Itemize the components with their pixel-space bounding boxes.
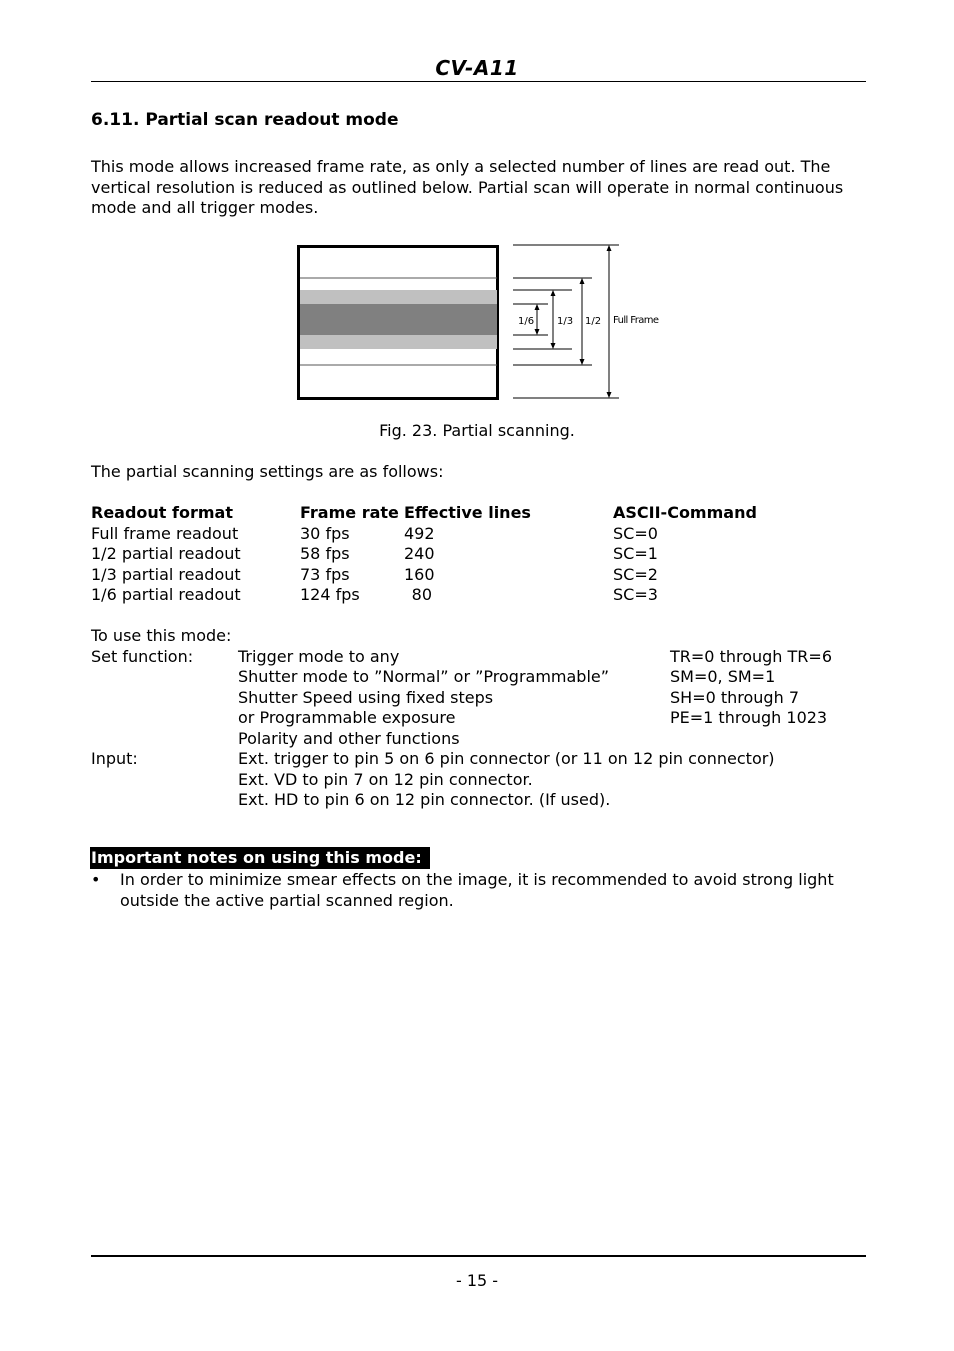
intro-paragraph xyxy=(91,157,861,219)
table-cell: Full frame readout xyxy=(91,523,239,543)
table-cell: 1/6 partial readout xyxy=(91,585,241,604)
input-text: Ext. trigger to pin 5 on 6 pin connector (or 11 on 12 pin connector) xyxy=(238,749,775,768)
table-cell: SC=2 xyxy=(613,564,658,584)
intro-line: mode and all trigger modes. xyxy=(91,198,319,217)
table-cell: 1/2 partial readout xyxy=(91,544,241,563)
label-full-frame: Full Frame xyxy=(613,315,659,326)
important-notes-heading: Important notes on using this mode: xyxy=(90,847,430,869)
table-cell: 73 fps xyxy=(300,564,350,584)
intro-line: This mode allows increased frame rate, as only a selected number of lines are read out. The xyxy=(91,157,831,176)
table-cell: 30 fps xyxy=(300,523,350,543)
sixth-region-band xyxy=(300,304,497,335)
table-cell: 1/3 partial readout xyxy=(91,564,241,584)
set-function-command: SM=0, SM=1 xyxy=(670,667,776,686)
table-cell: SC=3 xyxy=(613,585,658,604)
table-header-readout-format: Readout format xyxy=(91,503,233,522)
partial-scan-figure xyxy=(290,238,670,408)
table-cell: 80 xyxy=(411,585,432,604)
set-function-text: Shutter Speed using fixed steps xyxy=(238,687,494,707)
figure-caption: Fig. 23. Partial scanning. xyxy=(379,421,575,440)
set-function-command: TR=0 through TR=6 xyxy=(670,646,832,666)
section-title: 6.11. Partial scan readout mode xyxy=(91,110,399,130)
note-line: In order to minimize smear effects on the image, it is recommended to avoid strong light xyxy=(120,870,834,889)
table-header-ascii-command: ASCII-Command xyxy=(613,503,757,522)
readout-table xyxy=(91,503,861,607)
page-number: - 15 - xyxy=(455,1271,499,1290)
table-cell: 492 xyxy=(404,523,435,543)
set-function-text: or Programmable exposure xyxy=(238,708,456,727)
input-text: Ext. VD to pin 7 on 12 pin connector. xyxy=(238,769,533,789)
input-text: Ext. HD to pin 6 on 12 pin connector. (If used). xyxy=(238,790,611,809)
set-function-command: PE=1 through 1023 xyxy=(670,708,828,727)
table-cell: 240 xyxy=(404,544,435,563)
label-one-sixth: 1/6 xyxy=(518,316,535,327)
intro-line: vertical resolution is reduced as outlined below. Partial scan will operate in normal continuous xyxy=(91,177,844,197)
table-header-frame-rate: Frame rate xyxy=(300,503,399,522)
set-function-text: Trigger mode to any xyxy=(238,646,400,666)
footer-rule xyxy=(91,1255,866,1257)
table-cell: SC=0 xyxy=(613,523,658,543)
set-function-text: Shutter mode to ”Normal” or ”Programmable” xyxy=(238,667,610,686)
usage-section xyxy=(91,626,861,816)
settings-intro: The partial scanning settings are as follows: xyxy=(91,462,444,481)
header-rule xyxy=(91,81,866,82)
usage-intro: To use this mode: xyxy=(91,626,232,645)
bullet-marker: • xyxy=(91,870,101,889)
table-cell: 160 xyxy=(404,564,435,584)
table-cell: 124 fps xyxy=(300,585,360,604)
set-function-text: Polarity and other functions xyxy=(238,728,460,748)
note-bullet-text xyxy=(120,870,834,911)
set-function-command: SH=0 through 7 xyxy=(670,687,799,707)
label-one-half: 1/2 xyxy=(585,316,602,327)
document-header-title: CV-A11 xyxy=(435,56,519,80)
table-cell: 58 fps xyxy=(300,544,350,563)
input-label: Input: xyxy=(91,749,138,768)
table-header-effective-lines: Effective lines xyxy=(404,503,531,522)
table-cell: SC=1 xyxy=(613,544,658,563)
note-line: outside the active partial scanned region. xyxy=(120,890,454,910)
set-function-label: Set function: xyxy=(91,646,194,666)
label-one-third: 1/3 xyxy=(557,316,574,327)
